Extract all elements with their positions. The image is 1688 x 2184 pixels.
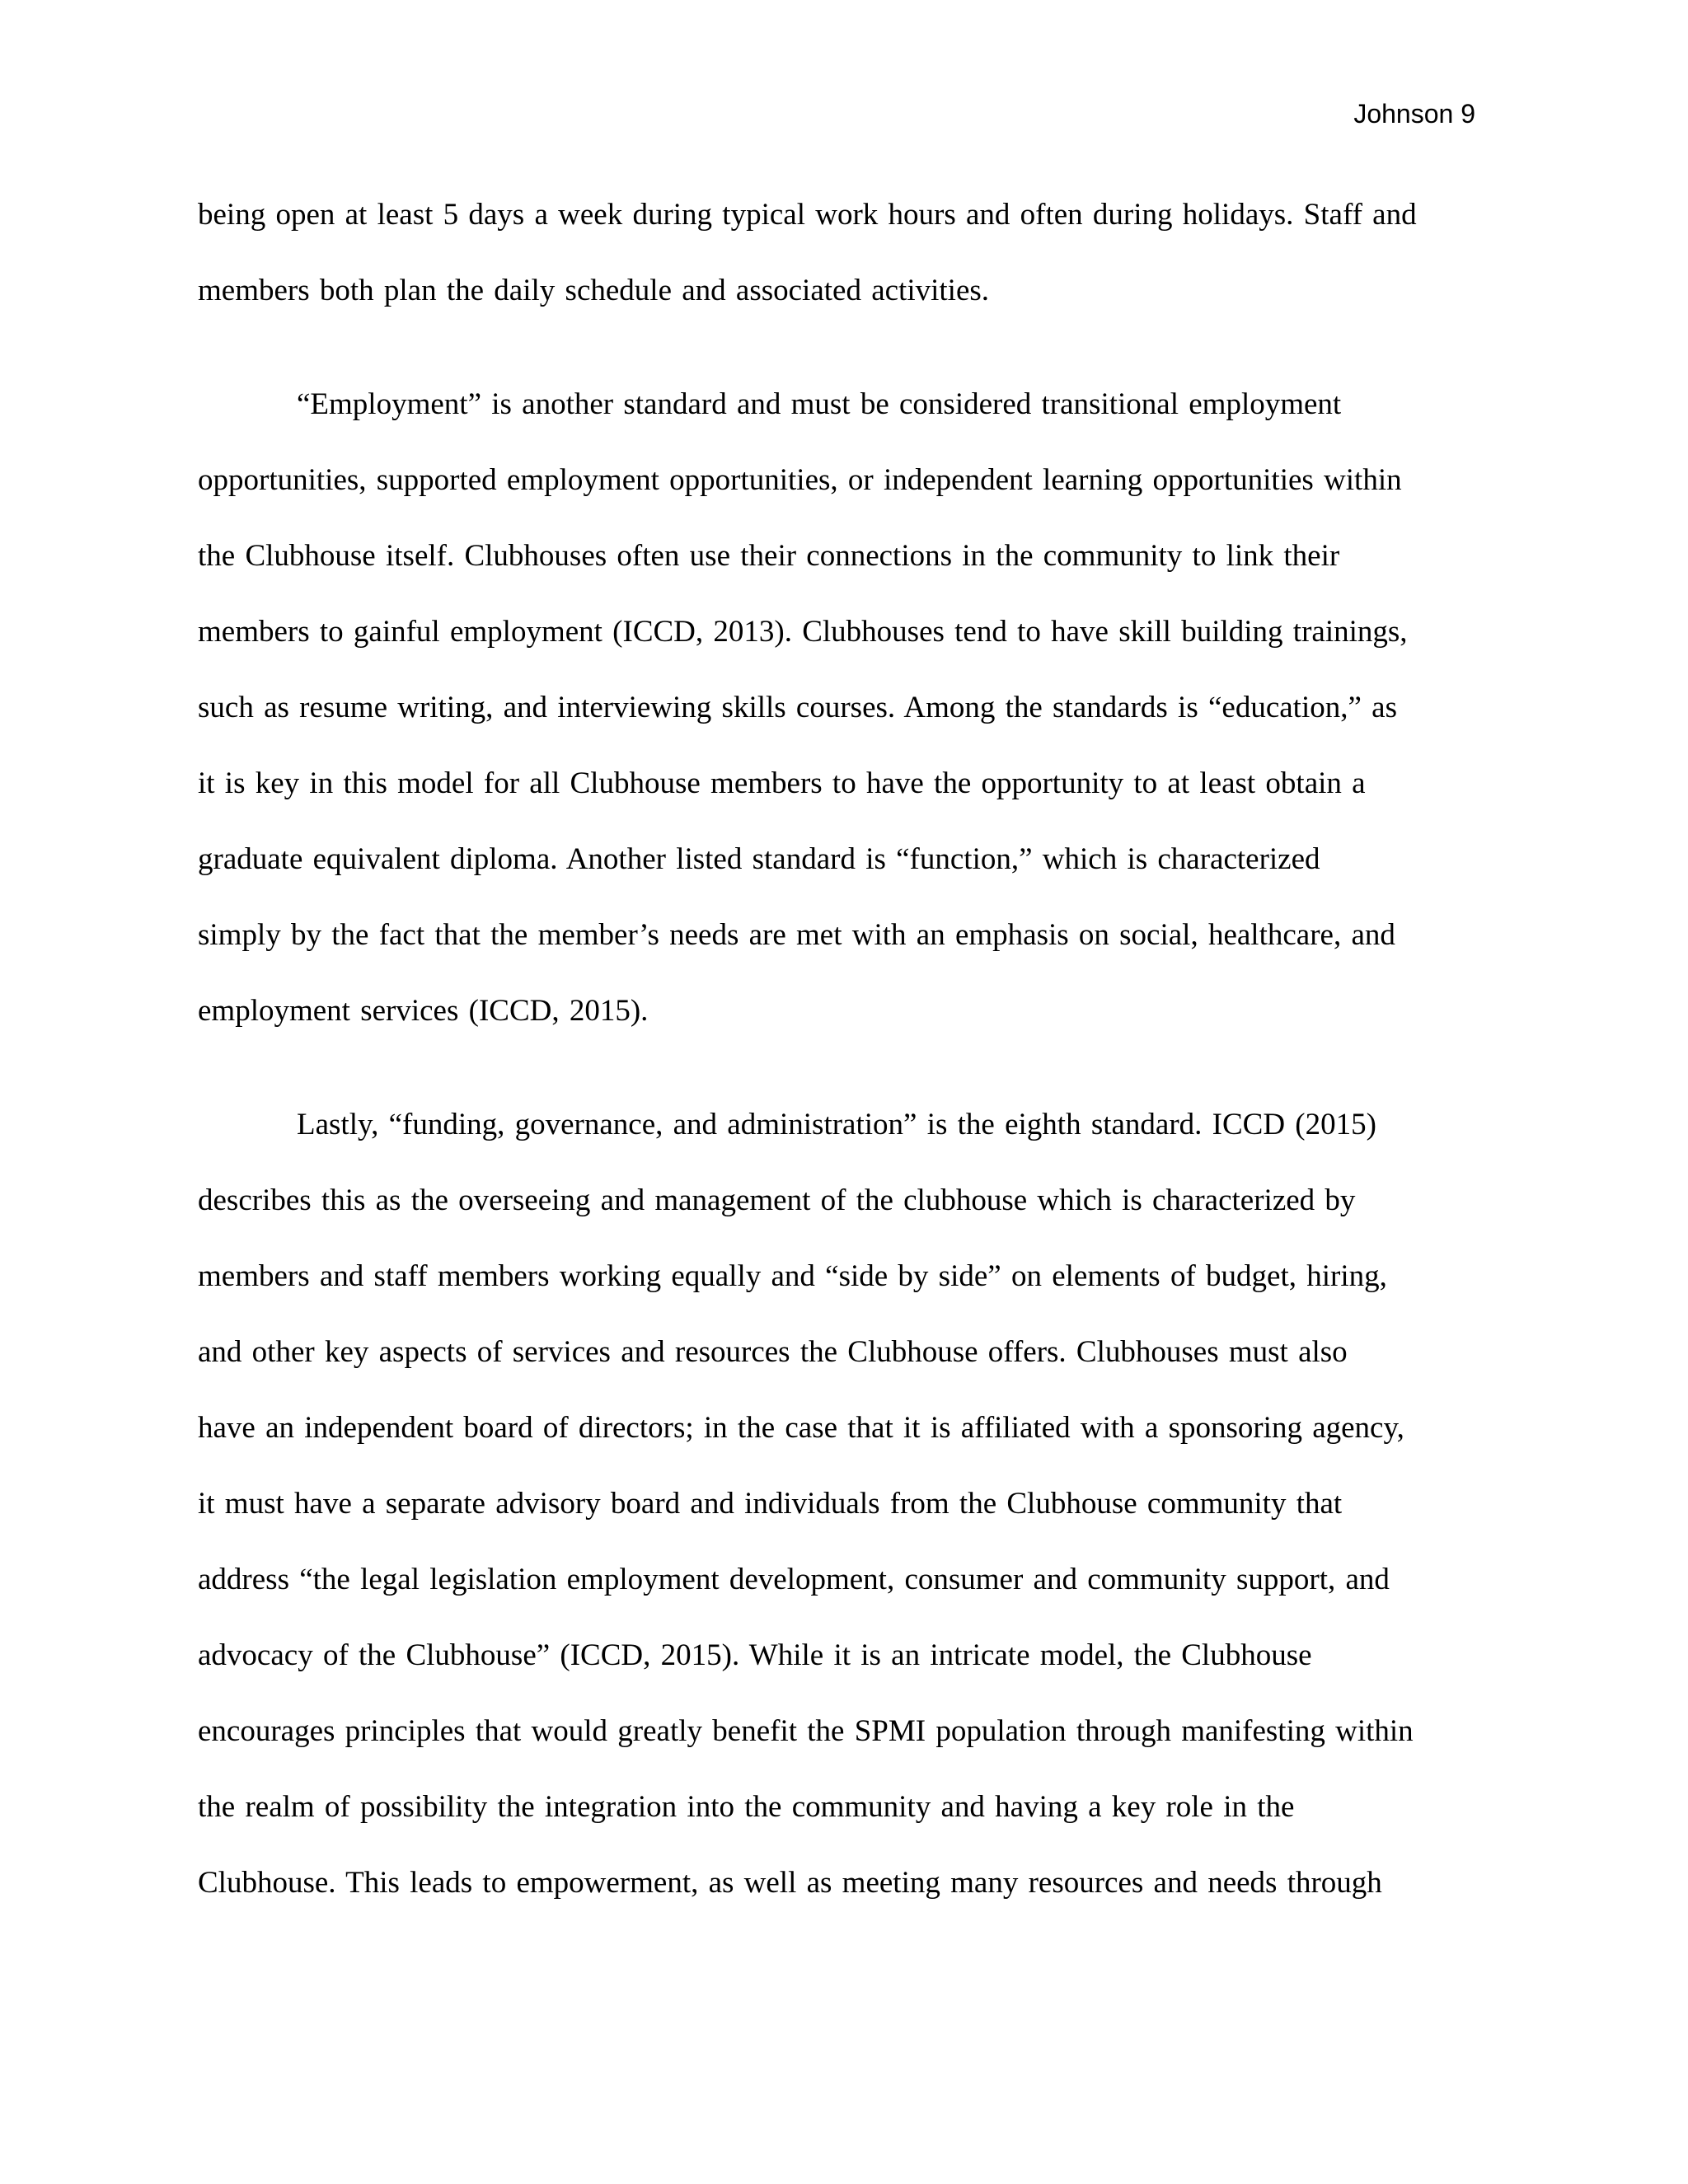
running-head: Johnson 9	[1353, 99, 1475, 129]
text-line: members both plan the daily schedule and associated activities.	[198, 274, 990, 307]
text-line: members to gainful employment (ICCD, 2013). Clubhouses tend to have skill building trainings,	[198, 615, 1408, 649]
paragraph-first-line: Lastly, “funding, governance, and administration” is the eighth standard. ICCD (2015)	[297, 1108, 1376, 1141]
text-line: employment services (ICCD, 2015).	[198, 994, 649, 1028]
text-line: simply by the fact that the member’s needs are met with an emphasis on social, healthcare, and	[198, 918, 1395, 952]
paragraph-first-line: “Employment” is another standard and must be considered transitional employment	[297, 387, 1342, 421]
text-line: encourages principles that would greatly benefit the SPMI population through manifesting within	[198, 1714, 1414, 1748]
text-line: describes this as the overseeing and management of the clubhouse which is characterized by	[198, 1183, 1356, 1217]
text-line: it must have a separate advisory board and individuals from the Clubhouse community that	[198, 1487, 1343, 1521]
text-line: the Clubhouse itself. Clubhouses often use their connections in the community to link their	[198, 539, 1340, 573]
text-line: and other key aspects of services and resources the Clubhouse offers. Clubhouses must also	[198, 1335, 1348, 1369]
body-text	[198, 192, 1484, 1936]
text-line: advocacy of the Clubhouse” (ICCD, 2015). While it is an intricate model, the Clubhouse	[198, 1638, 1312, 1672]
text-line: it is key in this model for all Clubhouse members to have the opportunity to at least obtain a	[198, 766, 1366, 800]
text-line: being open at least 5 days a week during typical work hours and often during holidays. Staff and	[198, 198, 1417, 232]
text-line: Clubhouse. This leads to empowerment, as well as meeting many resources and needs through	[198, 1866, 1382, 1900]
text-line: graduate equivalent diploma. Another listed standard is “function,” which is characterized	[198, 842, 1320, 876]
text-line: opportunities, supported employment opportunities, or independent learning opportunities within	[198, 463, 1402, 497]
text-line: address “the legal legislation employment development, consumer and community support, and	[198, 1563, 1390, 1596]
text-line: such as resume writing, and interviewing skills courses. Among the standards is “education,” as	[198, 691, 1397, 724]
text-line: members and staff members working equally and “side by side” on elements of budget, hiring,	[198, 1259, 1387, 1293]
text-line: the realm of possibility the integration into the community and having a key role in the	[198, 1790, 1295, 1824]
text-line: have an independent board of directors; in the case that it is affiliated with a sponsoring agency,	[198, 1411, 1404, 1445]
